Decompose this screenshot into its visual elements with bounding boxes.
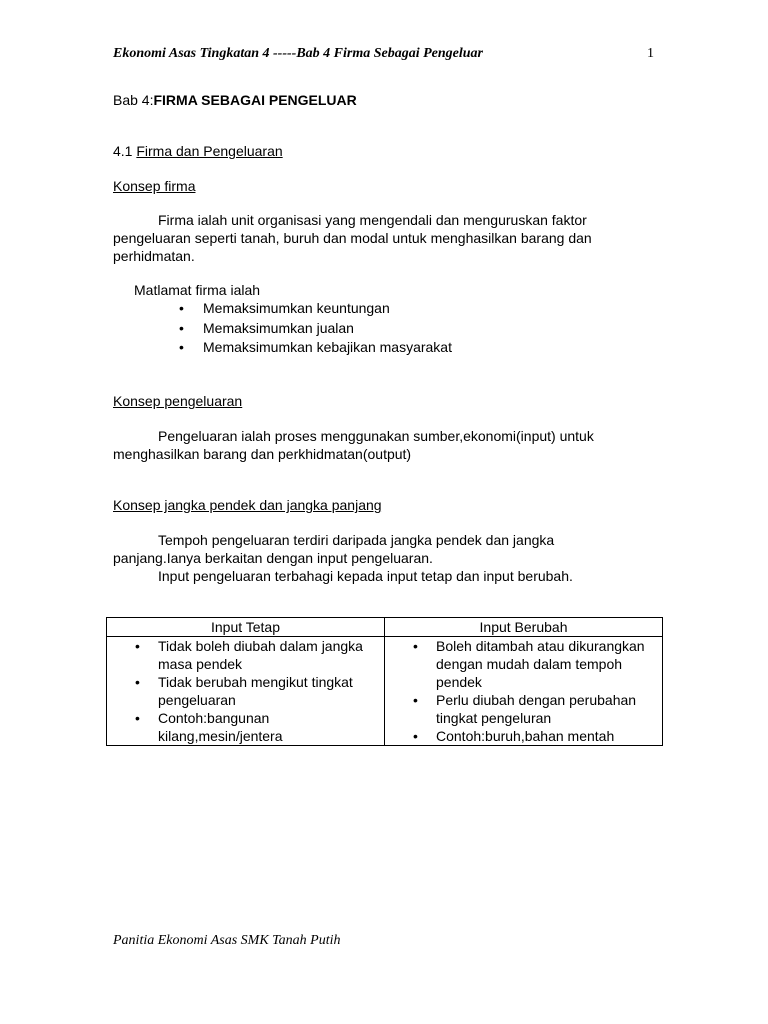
list-item: • Memaksimumkan jualan [179, 319, 452, 339]
page-footer: Panitia Ekonomi Asas SMK Tanah Putih [113, 933, 341, 948]
cell-input-tetap [107, 637, 385, 746]
konsep-pengeluaran-line-1: Pengeluaran ialah proses menggunakan sumber,ekonomi(input) untuk [158, 428, 594, 444]
list-item: • Memaksimumkan kebajikan masyarakat [179, 338, 452, 358]
list-item: • Perlu diubah dengan perubahan tingkat pengeluran [413, 691, 658, 727]
konsep-firma-line-2: pengeluaran seperti tanah, buruh dan modal untuk menghasilkan barang dan [113, 230, 592, 246]
konsep-jangka-line-2: panjang.Ianya berkaitan dengan input pengeluaran. [113, 550, 433, 566]
konsep-pengeluaran-line-2: menghasilkan barang dan perkhidmatan(output) [113, 446, 412, 462]
header-input-tetap: Input Tetap [107, 618, 385, 637]
table-header-row [107, 618, 663, 637]
konsep-pengeluaran-paragraph [113, 427, 673, 463]
list-item: • Contoh:buruh,bahan mentah [413, 727, 658, 745]
konsep-pengeluaran-heading: Konsep pengeluaran [113, 393, 243, 409]
berubah-list [413, 637, 658, 745]
goals-list [179, 299, 452, 358]
list-item: • Memaksimumkan keuntungan [179, 299, 452, 319]
konsep-jangka-line-1: Tempoh pengeluaran terdiri daripada jangka pendek dan jangka [158, 532, 555, 548]
chapter-prefix: Bab 4: [113, 92, 154, 108]
page-header-title: Ekonomi Asas Tingkatan 4 -----Bab 4 Firma Sebagai Pengeluar [113, 46, 483, 61]
konsep-jangka-line-3: Input pengeluaran terbahagi kepada input tetap dan input berubah. [158, 568, 573, 584]
chapter-name: FIRMA SEBAGAI PENGELUAR [153, 92, 357, 108]
list-item: • Boleh ditambah atau dikurangkan dengan mudah dalam tempoh pendek [413, 637, 658, 691]
konsep-firma-heading: Konsep firma [113, 178, 196, 194]
input-table [106, 617, 663, 746]
konsep-firma-line-3: perhidmatan. [113, 248, 195, 264]
page-number: 1 [647, 46, 654, 61]
tetap-list [135, 637, 380, 745]
section-title: Firma dan Pengeluaran [136, 143, 283, 159]
header-input-berubah: Input Berubah [385, 618, 663, 637]
chapter-title [113, 91, 357, 109]
konsep-firma-paragraph [113, 211, 673, 265]
list-item: • Contoh:bangunan kilang,mesin/jentera [135, 709, 380, 745]
section-number: 4.1 [113, 143, 137, 159]
konsep-firma-line-1: Firma ialah unit organisasi yang mengendali dan menguruskan faktor [158, 212, 587, 228]
section-heading [113, 142, 283, 160]
konsep-jangka-heading: Konsep jangka pendek dan jangka panjang [113, 497, 382, 513]
goals-intro: Matlamat firma ialah [134, 282, 261, 298]
konsep-jangka-paragraph [113, 531, 673, 585]
cell-input-berubah [385, 637, 663, 746]
table-row [107, 637, 663, 746]
list-item: • Tidak boleh diubah dalam jangka masa pendek [135, 637, 380, 673]
list-item: • Tidak berubah mengikut tingkat pengeluaran [135, 673, 380, 709]
